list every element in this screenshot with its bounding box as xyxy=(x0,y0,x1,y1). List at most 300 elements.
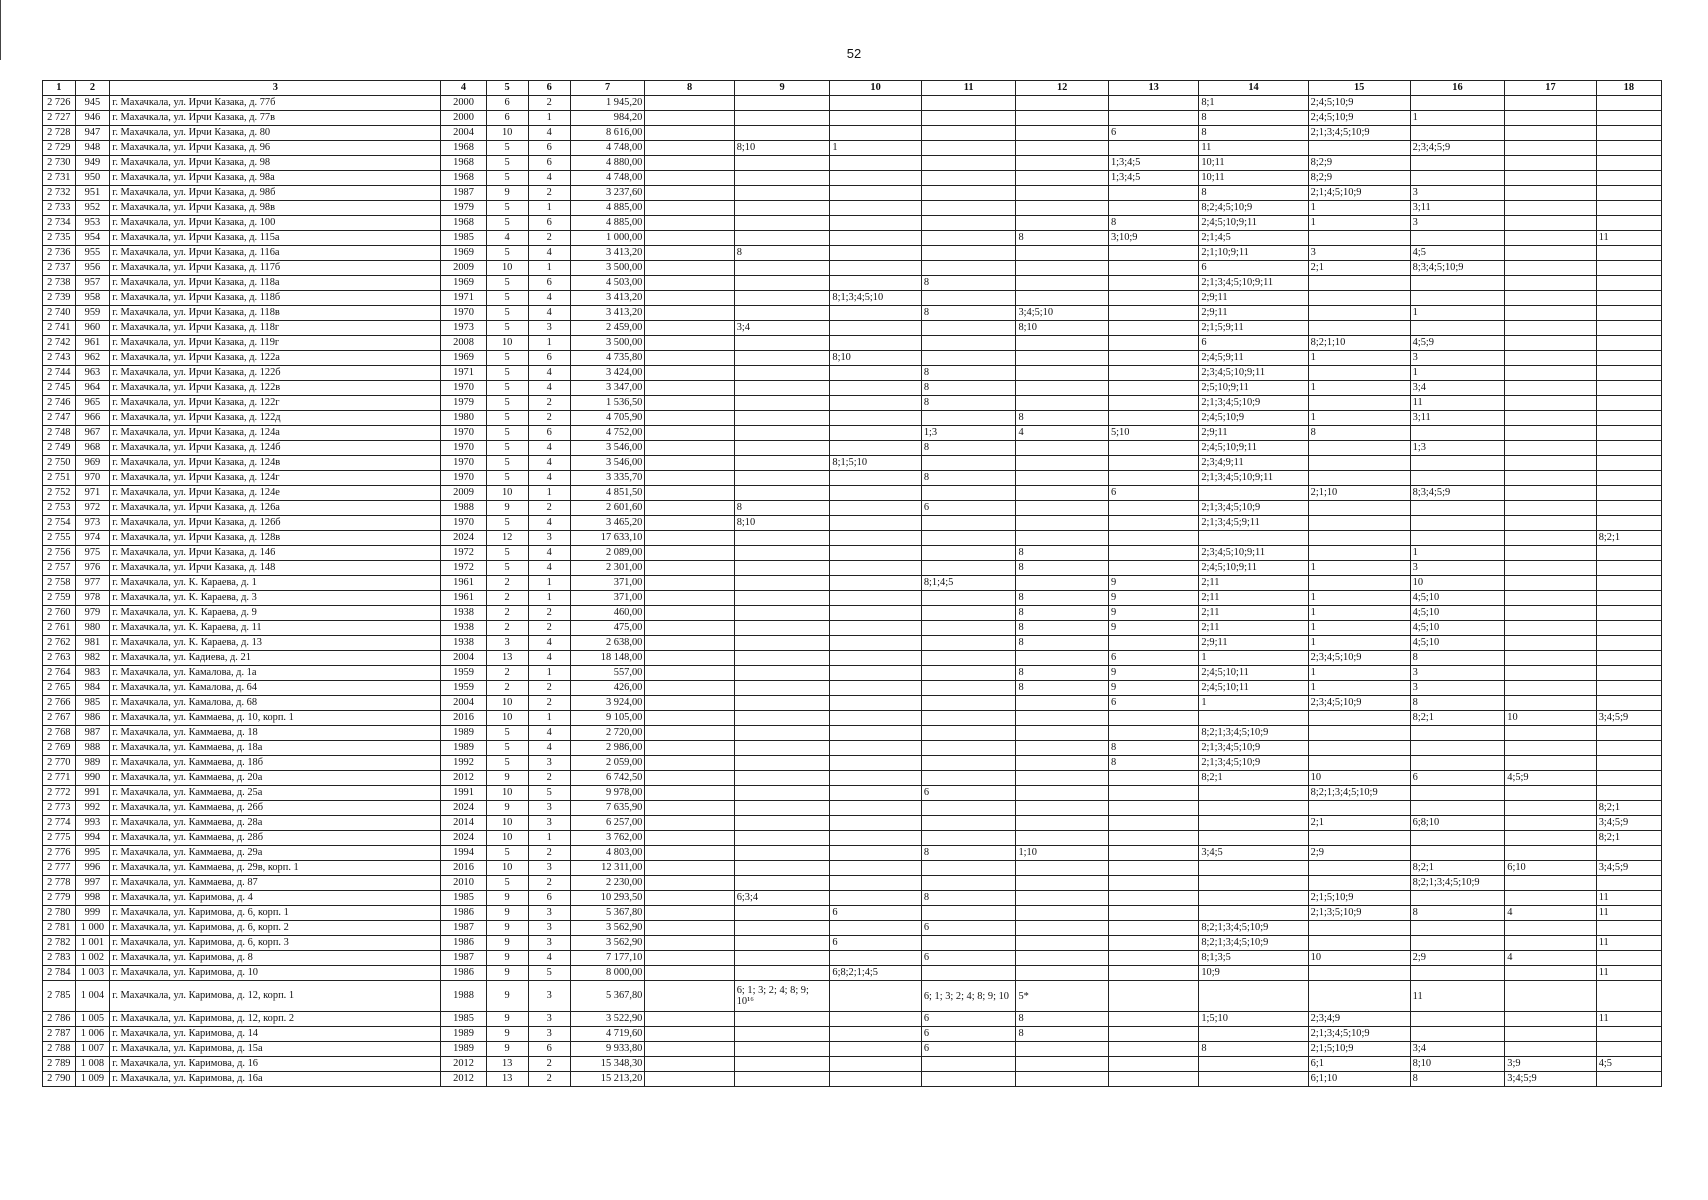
table-cell: 2 749 xyxy=(43,441,76,456)
table-cell: 2 776 xyxy=(43,846,76,861)
table-cell: г. Махачкала, ул. Каримова, д. 6, корп. 2 xyxy=(110,921,441,936)
table-cell: 2 748 xyxy=(43,426,76,441)
table-cell: 1 xyxy=(1308,201,1410,216)
table-cell: 8 xyxy=(921,366,1016,381)
table-cell xyxy=(1108,141,1198,156)
table-cell xyxy=(1505,216,1596,231)
table-cell xyxy=(1596,111,1661,126)
table-cell: 1 xyxy=(1410,111,1505,126)
table-cell xyxy=(1308,501,1410,516)
table-cell xyxy=(734,276,830,291)
table-cell xyxy=(1505,1012,1596,1027)
table-cell: 4 885,00 xyxy=(570,216,645,231)
table-cell xyxy=(830,951,921,966)
table-cell xyxy=(645,756,734,771)
table-cell xyxy=(921,291,1016,306)
table-cell: 3 xyxy=(528,816,570,831)
table-cell xyxy=(1308,471,1410,486)
table-cell: 4 xyxy=(1505,951,1596,966)
table-cell: 2 089,00 xyxy=(570,546,645,561)
table-cell xyxy=(1505,831,1596,846)
table-cell: 11 xyxy=(1596,1012,1661,1027)
table-cell xyxy=(734,561,830,576)
table-cell: 6 xyxy=(528,141,570,156)
table-cell xyxy=(1108,321,1198,336)
table-cell xyxy=(1596,441,1661,456)
table-cell: 4 xyxy=(528,561,570,576)
table-cell xyxy=(1108,951,1198,966)
table-cell xyxy=(734,621,830,636)
table-row xyxy=(43,111,1662,126)
table-cell: 992 xyxy=(75,801,110,816)
table-cell: 1989 xyxy=(441,726,486,741)
table-cell: г. Махачкала, ул. Каримова, д. 12, корп. 1 xyxy=(110,981,441,1012)
table-cell xyxy=(1016,516,1109,531)
table-cell xyxy=(1505,981,1596,1012)
table-cell: 6 xyxy=(528,276,570,291)
table-cell xyxy=(645,321,734,336)
table-cell xyxy=(734,711,830,726)
table-row xyxy=(43,651,1662,666)
table-cell: 6 xyxy=(830,936,921,951)
table-cell: 1 002 xyxy=(75,951,110,966)
table-cell: г. Махачкала, ул. Ирчи Казака, д. 124а xyxy=(110,426,441,441)
table-cell: 6 xyxy=(830,906,921,921)
table-cell xyxy=(1505,441,1596,456)
table-cell: 5 xyxy=(486,201,528,216)
table-cell: 5 xyxy=(486,426,528,441)
table-cell xyxy=(1505,846,1596,861)
table-cell: 1938 xyxy=(441,621,486,636)
table-cell: г. Махачкала, ул. К. Караева, д. 11 xyxy=(110,621,441,636)
table-cell xyxy=(1410,516,1505,531)
table-cell: 945 xyxy=(75,96,110,111)
table-cell xyxy=(645,201,734,216)
table-cell: 5 xyxy=(486,381,528,396)
table-cell: 8;2;1;3;4;5;10;9 xyxy=(1199,726,1308,741)
table-cell: 4;5;10 xyxy=(1410,591,1505,606)
table-cell xyxy=(645,96,734,111)
table-cell: 8;3;4;5;10;9 xyxy=(1410,261,1505,276)
table-cell xyxy=(1108,726,1198,741)
table-cell: 971 xyxy=(75,486,110,501)
table-cell xyxy=(645,786,734,801)
table-cell: 1987 xyxy=(441,951,486,966)
table-cell xyxy=(1016,456,1109,471)
table-cell xyxy=(1199,486,1308,501)
table-cell: 8;2;1;3;4;5;10;9 xyxy=(1410,876,1505,891)
table-cell: г. Махачкала, ул. Каммаева, д. 18б xyxy=(110,756,441,771)
table-cell xyxy=(734,906,830,921)
table-cell xyxy=(645,306,734,321)
table-cell: 1 003 xyxy=(75,966,110,981)
table-cell: 978 xyxy=(75,591,110,606)
table-cell: 1 xyxy=(528,831,570,846)
table-cell: 3 413,20 xyxy=(570,246,645,261)
table-cell xyxy=(1505,696,1596,711)
table-cell: 5 xyxy=(486,846,528,861)
table-cell xyxy=(921,816,1016,831)
table-cell: 1 xyxy=(528,111,570,126)
table-cell xyxy=(645,381,734,396)
table-cell: 2;11 xyxy=(1199,606,1308,621)
table-cell xyxy=(1410,966,1505,981)
table-cell: 951 xyxy=(75,186,110,201)
column-header: 10 xyxy=(830,81,921,96)
table-cell xyxy=(1016,801,1109,816)
table-cell xyxy=(1596,471,1661,486)
table-cell: 9 xyxy=(486,1012,528,1027)
table-cell xyxy=(1308,291,1410,306)
table-cell: 8 xyxy=(1016,561,1109,576)
table-cell: 5 xyxy=(486,876,528,891)
table-cell: 9 xyxy=(1108,681,1198,696)
table-cell: 3;11 xyxy=(1410,201,1505,216)
table-cell: г. Махачкала, ул. Ирчи Казака, д. 124е xyxy=(110,486,441,501)
table-cell xyxy=(734,771,830,786)
table-cell: 13 xyxy=(486,1072,528,1087)
table-cell: 2;1;3;4;5;9;11 xyxy=(1199,516,1308,531)
column-header: 5 xyxy=(486,81,528,96)
table-cell: 6; 1; 3; 2; 4; 8; 9; 10¹⁶ xyxy=(734,981,830,1012)
table-cell: 1;3;4;5 xyxy=(1108,171,1198,186)
table-cell xyxy=(1016,96,1109,111)
table-cell xyxy=(1108,546,1198,561)
table-cell: 8 xyxy=(1016,666,1109,681)
table-cell xyxy=(1108,846,1198,861)
table-cell xyxy=(1016,351,1109,366)
table-cell xyxy=(830,396,921,411)
table-row xyxy=(43,456,1662,471)
table-cell: 4 705,90 xyxy=(570,411,645,426)
table-cell: 977 xyxy=(75,576,110,591)
table-cell: г. Махачкала, ул. Каримова, д. 10 xyxy=(110,966,441,981)
table-cell xyxy=(1016,171,1109,186)
column-header: 2 xyxy=(75,81,110,96)
table-cell: 1 xyxy=(1308,591,1410,606)
table-cell: 6;10 xyxy=(1505,861,1596,876)
table-cell: 3 xyxy=(528,801,570,816)
table-cell xyxy=(734,936,830,951)
table-cell xyxy=(1505,201,1596,216)
table-cell xyxy=(1199,1072,1308,1087)
table-cell xyxy=(830,471,921,486)
table-cell: 982 xyxy=(75,651,110,666)
table-cell xyxy=(645,1027,734,1042)
table-cell xyxy=(921,1057,1016,1072)
table-cell: 994 xyxy=(75,831,110,846)
table-cell: г. Махачкала, ул. Каримова, д. 15а xyxy=(110,1042,441,1057)
table-cell xyxy=(1199,711,1308,726)
table-cell xyxy=(921,531,1016,546)
table-cell: 5* xyxy=(1016,981,1109,1012)
table-cell xyxy=(1016,576,1109,591)
table-cell: 2 986,00 xyxy=(570,741,645,756)
table-cell xyxy=(734,171,830,186)
table-cell xyxy=(734,681,830,696)
table-cell: 954 xyxy=(75,231,110,246)
table-cell: 2 769 xyxy=(43,741,76,756)
column-header: 7 xyxy=(570,81,645,96)
table-cell: 2 770 xyxy=(43,756,76,771)
table-cell xyxy=(734,801,830,816)
table-cell xyxy=(1596,951,1661,966)
table-cell: 1970 xyxy=(441,441,486,456)
table-row xyxy=(43,606,1662,621)
table-cell: 3 xyxy=(528,531,570,546)
table-cell xyxy=(830,861,921,876)
table-cell: г. Махачкала, ул. Ирчи Казака, д. 146 xyxy=(110,546,441,561)
table-cell: 2 059,00 xyxy=(570,756,645,771)
table-cell: 4 xyxy=(528,246,570,261)
table-cell: 2 735 xyxy=(43,231,76,246)
table-cell: 8;2;1 xyxy=(1596,831,1661,846)
table-cell: 955 xyxy=(75,246,110,261)
table-cell: 1 xyxy=(1308,666,1410,681)
table-cell: 2 784 xyxy=(43,966,76,981)
table-cell xyxy=(1108,531,1198,546)
table-cell: 6;1;10 xyxy=(1308,1072,1410,1087)
table-cell xyxy=(1108,111,1198,126)
table-cell xyxy=(1308,831,1410,846)
table-cell: 9 xyxy=(486,801,528,816)
table-cell: 1 536,50 xyxy=(570,396,645,411)
table-cell: 8;2;1;3;4;5;10;9 xyxy=(1199,921,1308,936)
table-cell: 2;1;3;4;5;10;9 xyxy=(1199,396,1308,411)
table-cell: 1 xyxy=(1410,546,1505,561)
table-cell xyxy=(1108,636,1198,651)
table-cell: 2;1;3;4;5;10;9;11 xyxy=(1199,276,1308,291)
table-cell: 8 xyxy=(1199,126,1308,141)
table-cell: 2;4;5;10;11 xyxy=(1199,666,1308,681)
table-cell xyxy=(1505,576,1596,591)
table-cell: 8;2;9 xyxy=(1308,156,1410,171)
table-row xyxy=(43,1027,1662,1042)
table-cell xyxy=(1505,501,1596,516)
table-cell: г. Махачкала, ул. Каримова, д. 6, корп. 3 xyxy=(110,936,441,951)
table-cell: 2;9;11 xyxy=(1199,291,1308,306)
table-cell xyxy=(830,411,921,426)
table-cell: 2 766 xyxy=(43,696,76,711)
table-cell: 3 xyxy=(1410,681,1505,696)
table-cell xyxy=(921,876,1016,891)
table-cell: 3 465,20 xyxy=(570,516,645,531)
table-cell: 6 xyxy=(528,1042,570,1057)
table-cell xyxy=(645,351,734,366)
table-cell xyxy=(830,381,921,396)
table-cell: 8;1;4;5 xyxy=(921,576,1016,591)
table-cell xyxy=(645,816,734,831)
table-cell: 1961 xyxy=(441,591,486,606)
table-cell: 8 xyxy=(1016,681,1109,696)
table-cell: г. Махачкала, ул. Камалова, д. 64 xyxy=(110,681,441,696)
table-cell: 8 xyxy=(1016,546,1109,561)
table-row xyxy=(43,246,1662,261)
table-cell: 10 xyxy=(486,816,528,831)
table-cell xyxy=(734,651,830,666)
table-cell: г. Махачкала, ул. Каримова, д. 16а xyxy=(110,1072,441,1087)
table-cell: 3 xyxy=(528,906,570,921)
table-cell: 10 xyxy=(486,786,528,801)
table-cell: г. Махачкала, ул. Каммаева, д. 87 xyxy=(110,876,441,891)
table-row xyxy=(43,546,1662,561)
table-cell xyxy=(1016,726,1109,741)
table-cell: 5 xyxy=(528,786,570,801)
table-cell: 2;4;5;10;9;11 xyxy=(1199,441,1308,456)
table-cell: 1985 xyxy=(441,231,486,246)
table-cell: 8 xyxy=(1199,1042,1308,1057)
table-cell: г. Махачкала, ул. Ирчи Казака, д. 118б xyxy=(110,291,441,306)
table-cell xyxy=(1596,636,1661,651)
table-cell: 11 xyxy=(1596,231,1661,246)
table-row xyxy=(43,831,1662,846)
table-cell: 1972 xyxy=(441,546,486,561)
table-row xyxy=(43,381,1662,396)
table-cell xyxy=(1016,141,1109,156)
table-cell: г. Махачкала, ул. Ирчи Казака, д. 77б xyxy=(110,96,441,111)
table-cell xyxy=(1596,876,1661,891)
table-cell xyxy=(1308,726,1410,741)
table-cell: 2 747 xyxy=(43,411,76,426)
column-header: 13 xyxy=(1108,81,1198,96)
table-cell xyxy=(921,966,1016,981)
table-cell: 1989 xyxy=(441,1027,486,1042)
table-cell: 2 779 xyxy=(43,891,76,906)
table-cell xyxy=(1596,411,1661,426)
table-cell: 5 xyxy=(486,561,528,576)
table-cell: 9 xyxy=(486,936,528,951)
table-cell xyxy=(645,846,734,861)
table-cell: 1979 xyxy=(441,201,486,216)
table-cell xyxy=(1410,801,1505,816)
table-cell xyxy=(645,966,734,981)
table-cell xyxy=(1596,546,1661,561)
table-cell xyxy=(734,471,830,486)
table-cell: 2 750 xyxy=(43,456,76,471)
table-cell xyxy=(734,111,830,126)
table-cell: 6 xyxy=(528,156,570,171)
column-header: 14 xyxy=(1199,81,1308,96)
table-row xyxy=(43,291,1662,306)
table-row xyxy=(43,906,1662,921)
table-cell: 1 004 xyxy=(75,981,110,1012)
table-cell: 2 xyxy=(528,681,570,696)
table-cell: 2012 xyxy=(441,1072,486,1087)
table-cell xyxy=(734,126,830,141)
table-cell: 2014 xyxy=(441,816,486,831)
table-cell: 4 xyxy=(528,726,570,741)
table-cell: 3 500,00 xyxy=(570,261,645,276)
table-cell: 1 001 xyxy=(75,936,110,951)
table-cell xyxy=(1505,921,1596,936)
table-cell xyxy=(734,831,830,846)
table-cell xyxy=(921,201,1016,216)
table-cell xyxy=(1410,171,1505,186)
table-cell: 984,20 xyxy=(570,111,645,126)
table-cell: 2 737 xyxy=(43,261,76,276)
table-cell xyxy=(1108,381,1198,396)
table-cell: 3;4 xyxy=(1410,381,1505,396)
table-cell: г. Махачкала, ул. Каримова, д. 16 xyxy=(110,1057,441,1072)
table-cell xyxy=(1410,741,1505,756)
table-cell: 2 772 xyxy=(43,786,76,801)
table-cell xyxy=(645,276,734,291)
table-cell xyxy=(1108,966,1198,981)
table-cell xyxy=(734,726,830,741)
table-cell: 2 746 xyxy=(43,396,76,411)
table-cell xyxy=(1410,231,1505,246)
table-cell: 2 775 xyxy=(43,831,76,846)
table-cell xyxy=(1410,291,1505,306)
table-cell: 1;5;10 xyxy=(1199,1012,1308,1027)
table-cell: г. Махачкала, ул. К. Караева, д. 9 xyxy=(110,606,441,621)
table-cell xyxy=(645,111,734,126)
table-row xyxy=(43,426,1662,441)
table-cell xyxy=(645,981,734,1012)
table-cell: 1969 xyxy=(441,276,486,291)
table-cell xyxy=(921,261,1016,276)
table-cell xyxy=(1505,636,1596,651)
table-cell: 2 728 xyxy=(43,126,76,141)
table-cell: 2;9;11 xyxy=(1199,426,1308,441)
table-cell: 1973 xyxy=(441,321,486,336)
table-cell: 6 xyxy=(921,921,1016,936)
table-cell: 2;3;4;5;10;9;11 xyxy=(1199,366,1308,381)
table-cell: 3;4;5;9 xyxy=(1596,816,1661,831)
table-row xyxy=(43,231,1662,246)
table-cell: 8 xyxy=(1308,426,1410,441)
page-number: 52 xyxy=(846,46,862,61)
table-cell: 2 758 xyxy=(43,576,76,591)
table-cell: 949 xyxy=(75,156,110,171)
table-cell: 950 xyxy=(75,171,110,186)
table-cell: 8 xyxy=(921,276,1016,291)
table-cell: 2 774 xyxy=(43,816,76,831)
table-cell: 9 xyxy=(486,501,528,516)
table-cell xyxy=(1505,531,1596,546)
table-cell xyxy=(734,786,830,801)
table-cell: 2 761 xyxy=(43,621,76,636)
table-row xyxy=(43,156,1662,171)
table-cell xyxy=(645,861,734,876)
table-cell: 981 xyxy=(75,636,110,651)
table-cell: 989 xyxy=(75,756,110,771)
table-cell xyxy=(1410,471,1505,486)
table-cell xyxy=(1108,876,1198,891)
table-cell xyxy=(1108,711,1198,726)
table-cell xyxy=(1596,351,1661,366)
table-cell: 460,00 xyxy=(570,606,645,621)
table-cell: 8;2;4;5;10;9 xyxy=(1199,201,1308,216)
table-cell: 1986 xyxy=(441,936,486,951)
table-cell: 8;10 xyxy=(1016,321,1109,336)
table-cell xyxy=(1199,801,1308,816)
column-header: 11 xyxy=(921,81,1016,96)
table-cell: 8 000,00 xyxy=(570,966,645,981)
table-cell: 2016 xyxy=(441,711,486,726)
column-header: 6 xyxy=(528,81,570,96)
table-cell xyxy=(921,651,1016,666)
table-cell: 6 xyxy=(921,1027,1016,1042)
table-cell: 2024 xyxy=(441,831,486,846)
table-cell: 3 424,00 xyxy=(570,366,645,381)
table-cell: 4 748,00 xyxy=(570,171,645,186)
table-cell: 4 xyxy=(1016,426,1109,441)
table-cell: 9 xyxy=(486,891,528,906)
table-cell: 2 459,00 xyxy=(570,321,645,336)
table-cell xyxy=(830,501,921,516)
table-cell: г. Махачкала, ул. Ирчи Казака, д. 98 xyxy=(110,156,441,171)
